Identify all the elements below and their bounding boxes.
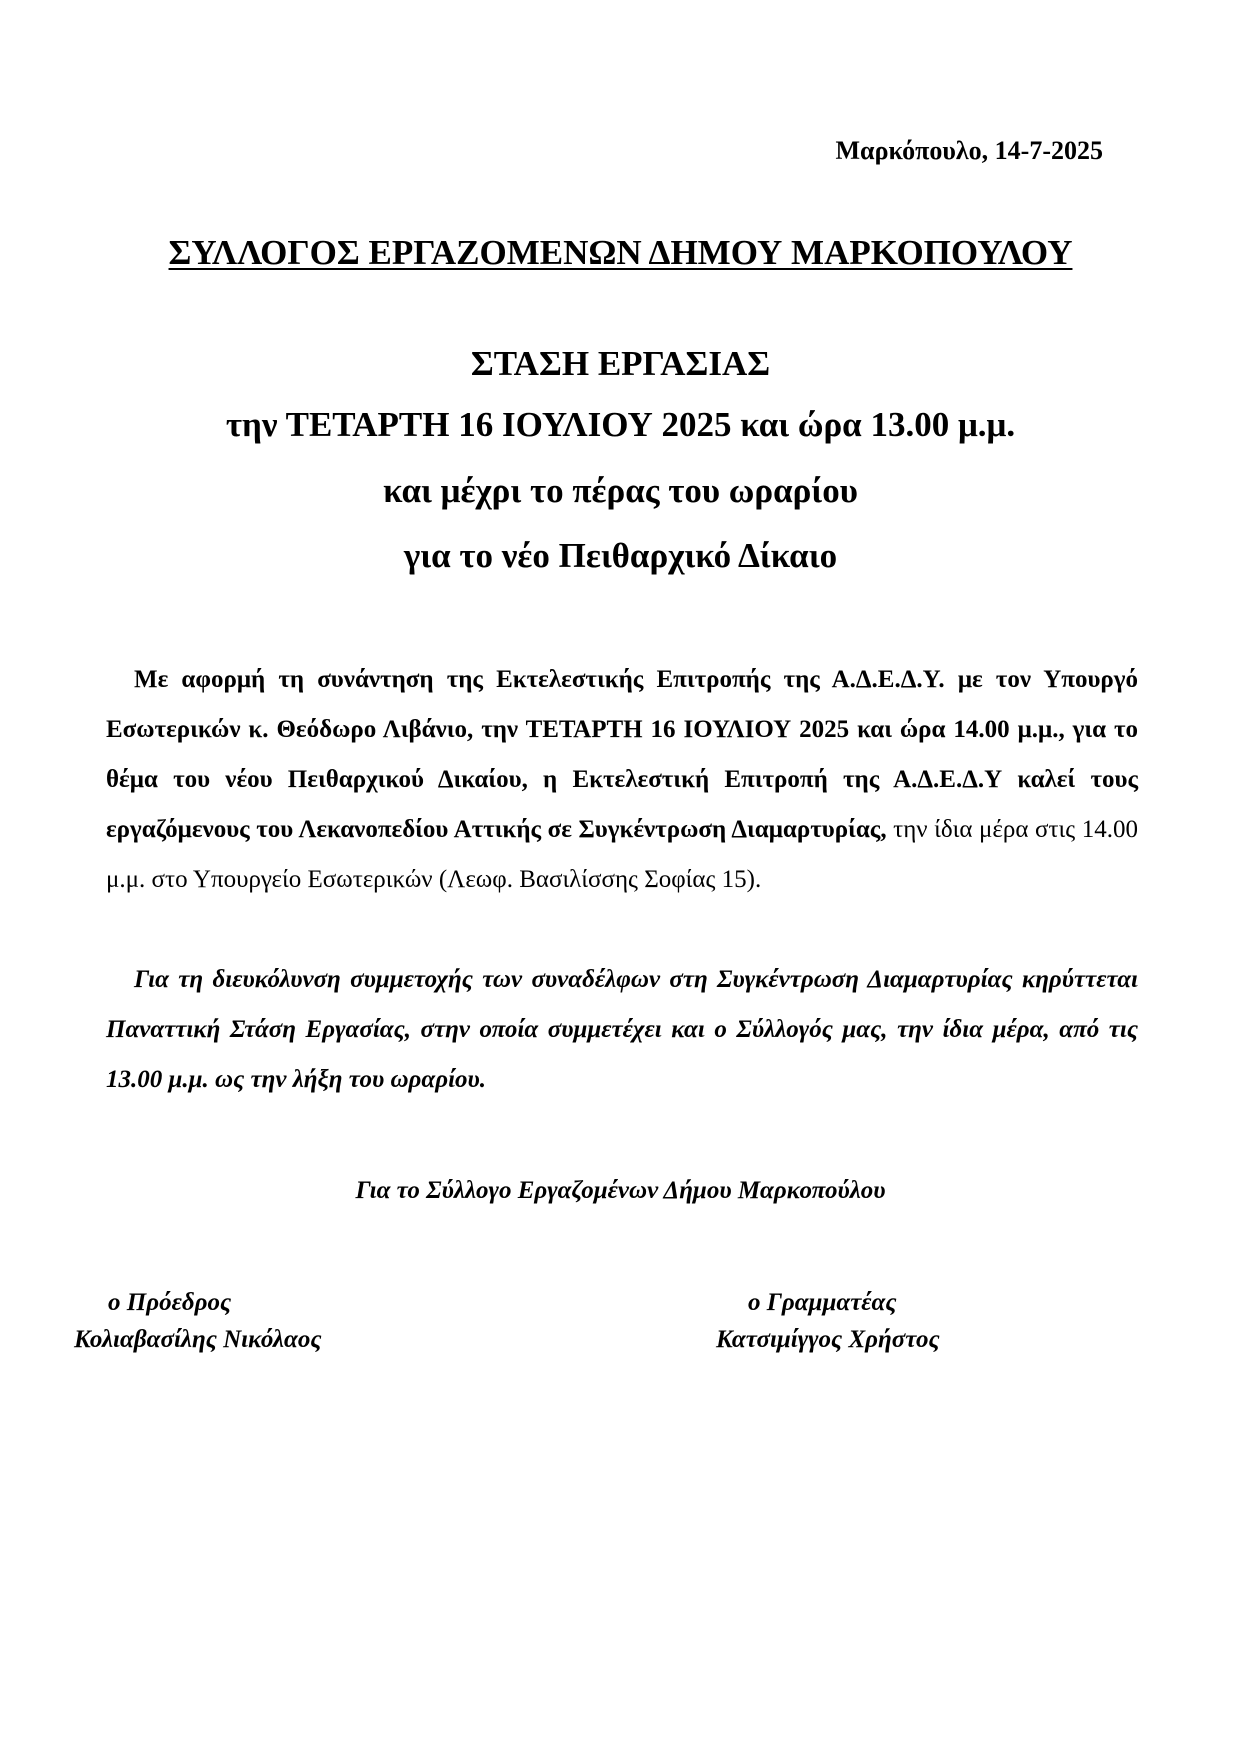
closing-line: Για το Σύλλογο Εργαζομένων Δήμου Μαρκοπούλου [355,1177,886,1204]
president-role: ο Πρόεδρος [108,1289,232,1316]
organization-title-text: ΣΥΛΛΟΓΟΣ ΕΡΓΑΖΟΜΕΝΩΝ ΔΗΜΟΥ ΜΑΡΚΟΠΟΥΛΟΥ [168,233,1073,272]
secretary-name: Κατσιμίγγος Χρήστος [716,1326,940,1353]
president-name: Κολιαβασίλης Νικόλαος [74,1326,322,1353]
headline-line-2: την ΤΕΤΑΡΤΗ 16 ΙΟΥΛΙΟΥ 2025 και ώρα 13.00 μ.μ. [225,405,1016,444]
paragraph-announcement [106,655,1138,905]
headline-line-1: ΣΤΑΣΗ ΕΡΓΑΣΙΑΣ [470,344,771,383]
organization-title [0,233,1241,273]
paragraph-announcement-regular: την ίδια μέρα στις 14.00 μ.μ. στο Υπουργείο Εσωτερικών (Λεωφ. Βασιλίσσης Σοφίας 15). [106,816,1138,893]
paragraph-announcement-bold: Με αφορμή τη συνάντηση της Εκτελεστικής Επιτροπής της Α.Δ.Ε.Δ.Υ. με τον Υπουργό Εσωτερικών κ. Θεόδωρο Λιβάνιο, την ΤΕΤΑΡΤΗ 16 ΙΟΥΛΙΟΥ 2025 και ώρα 14.00 μ.μ., για το θέμα του νέου Πειθαρχικού Δικαίου, η Εκτελεστική Επιτροπή της Α.Δ.Ε.Δ.Υ καλεί τους εργαζόμενους του Λεκανοπεδίου Αττικής σε Συγκέντρωση Διαμαρτυρίας, [106,666,1138,843]
headline-line-3: και μέχρι το πέρας του ωραρίου [383,471,858,510]
date-line: Μαρκόπουλο, 14-7-2025 [835,136,1103,165]
secretary-role: ο Γραμματέας [748,1289,897,1316]
paragraph-strike-notice: Για τη διευκόλυνση συμμετοχής των συναδέλφων στη Συγκέντρωση Διαμαρτυρίας κηρύττεται Παναττική Στάση Εργασίας, στην οποία συμμετέχει και ο Σύλλογός μας, την ίδια μέρα, από τις 13.00 μ.μ. ως την λήξη του ωραρίου. [106,966,1138,1093]
headline-line-4: για το νέο Πειθαρχικό Δίκαιο [403,536,838,575]
